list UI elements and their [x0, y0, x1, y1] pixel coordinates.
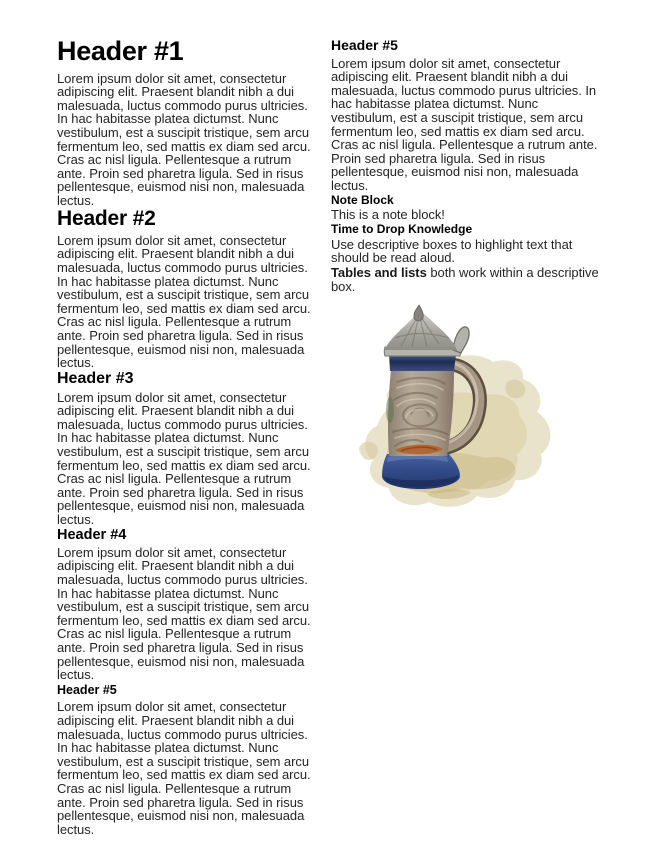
stein-body: [386, 370, 454, 456]
watercolor-wash: [359, 355, 550, 507]
note-block-label: Note Block: [331, 192, 394, 207]
section-header-2: Header #2: [57, 207, 156, 231]
section-header-5: Header #5: [57, 682, 117, 697]
paragraph-2: Lorem ipsum dolor sit amet, consectetur adipiscing elit. Praesent blandit nibh a dui malesuada, luctus commodo purus ultricies. In hac habitasse platea dictumst. Nunc vestibulum, est a suscipit tristique, sem arcu fermentum leo, sed mattis ex diam sed arcu. Cras ac nisl ligula. Pellentesque a rutrum ante. Proin sed pharetra ligula. Sed in risus pellentesque, euismod nisi non, malesuada lectus.: [57, 232, 311, 371]
paragraph-5: Lorem ipsum dolor sit amet, consectetur adipiscing elit. Praesent blandit nibh a dui malesuada, luctus commodo purus ultricies. In hac habitasse platea dictumst. Nunc vestibulum, est a suscipit tristique, sem arcu fermentum leo, sed mattis ex diam sed arcu. Cras ac nisl ligula. Pellentesque a rutrum ante. Proin sed pharetra ligula. Sed in risus pellentesque, euismod nisi non, malesuada lectus.: [57, 699, 311, 837]
paragraph-3: Lorem ipsum dolor sit amet, consectetur adipiscing elit. Praesent blandit nibh a dui malesuada, luctus commodo purus ultricies. In hac habitasse platea dictumst. Nunc vestibulum, est a suscipit tristique, sem arcu fermentum leo, sed mattis ex diam sed arcu. Cras ac nisl ligula. Pellentesque a rutrum ante. Proin sed pharetra ligula. Sed in risus pellentesque, euismod nisi non, malesuada lectus.: [57, 389, 311, 527]
stein-base: [382, 454, 460, 489]
section-header-1: Header #1: [57, 36, 184, 66]
paragraph-1: Lorem ipsum dolor sit amet, consectetur adipiscing elit. Praesent blandit nibh a dui malesuada, luctus commodo purus ultricies. In hac habitasse platea dictumst. Nunc vestibulum, est a suscipit tristique, sem arcu fermentum leo, sed mattis ex diam sed arcu. Cras ac nisl ligula. Pellentesque a rutrum ante. Proin sed pharetra ligula. Sed in risus pellentesque, euismod nisi non, malesuada lectus.: [57, 70, 311, 208]
knowledge-text: Use descriptive boxes to highlight text that should be read aloud.: [331, 236, 573, 266]
body-green-accent: [386, 397, 394, 423]
knowledge-label: Time to Drop Knowledge: [331, 222, 473, 237]
beer-stein-illustration: [331, 304, 559, 519]
paragraph-4: Lorem ipsum dolor sit amet, consectetur adipiscing elit. Praesent blandit nibh a dui malesuada, luctus commodo purus ultricies. In hac habitasse platea dictumst. Nunc vestibulum, est a suscipit tristique, sem arcu fermentum leo, sed mattis ex diam sed arcu. Cras ac nisl ligula. Pellentesque a rutrum ante. Proin sed pharetra ligula. Sed in risus pellentesque, euismod nisi non, malesuada lectus.: [57, 544, 311, 683]
section-header-4: Header #4: [57, 526, 127, 543]
tables-lists-rest: both work within a descriptive box.: [331, 265, 599, 294]
lid-finial: [414, 305, 423, 321]
beer-stein-svg: [331, 304, 559, 519]
paragraph-6: Lorem ipsum dolor sit amet, consectetur adipiscing elit. Praesent blandit nibh a dui malesuada, luctus commodo purus ultricies. In hac habitasse platea dictumst. Nunc vestibulum, est a suscipit tristique, sem arcu fermentum leo, sed mattis ex diam sed arcu. Cras ac nisl ligula. Pellentesque a rutrum ante. Proin sed pharetra ligula. Sed in risus pellentesque, euismod nisi non, malesuada lectus.: [331, 55, 598, 194]
section-header-3: Header #3: [57, 369, 134, 387]
left-column: [57, 38, 311, 844]
tables-lists-bold-lead: Tables and lists: [331, 265, 427, 280]
right-column: [331, 38, 603, 844]
tables-lists-text: [331, 266, 603, 293]
section-header-5-right: Header #5: [331, 37, 398, 53]
stein-lid: [385, 305, 457, 350]
note-block-text: This is a note block!: [331, 207, 445, 223]
